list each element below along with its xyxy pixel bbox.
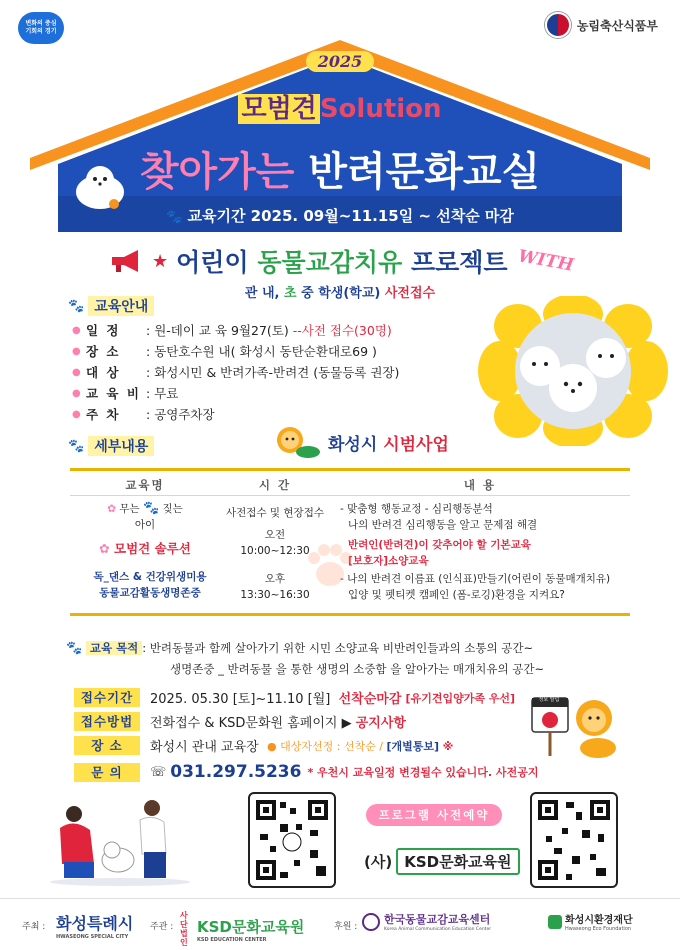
flower-icon: ✿ [107,503,116,515]
phone-icon: ☏ [150,764,167,780]
paw-icon: 🐾 [68,298,85,314]
reg-method-tag: 접수방법 [74,712,140,731]
organizer-tag: 사단법인 [180,911,188,947]
sponsor1-logo [362,911,491,932]
program-2-line2: 동물교감활동생명존중 [99,587,201,599]
info-row-place [72,341,452,362]
program-reservation-button[interactable]: 프로그램 사전예약 [366,804,502,826]
bullet-icon: ● [72,409,81,420]
info-row-target [72,362,452,383]
time-1-line1: 사전접수 및 현장접수 [226,507,324,519]
header-content: 내 용 [463,478,497,492]
info-row-schedule [72,320,452,341]
reg-method-note: 공지사항 [355,716,406,731]
megaphone-icon [110,248,144,274]
paw-watermark-icon [300,540,360,590]
phone-number[interactable]: 031.297.5236 [170,762,302,782]
year-text: 2025 [306,51,375,72]
time-2-line1: 오후 [264,573,286,585]
program-2 [80,569,220,601]
reg-place-row [74,736,574,755]
header-divider [70,495,630,496]
paw-icon: 🐾 [166,210,183,225]
sponsor2-logo [548,911,633,932]
project-title-a: 어린이 [176,248,249,277]
reg-contact-note: * 우천시 교육일정 변경될수 있습니다. 사전공지 [307,766,539,779]
qr-pattern-icon [250,794,334,886]
content-1-line3: 반려인(반려견)이 갖추어야 할 기본교육 [348,539,531,551]
pilot-city: 화성시 [328,434,378,455]
education-purpose [66,638,646,679]
qr-code-right[interactable] [530,792,618,888]
sponsor2-name: 화성시환경재단 [565,915,633,926]
sponsor-label: 후원 : [334,922,358,932]
organizer-logo [180,911,304,947]
info-section-heading [68,296,154,316]
pilot-project [270,424,449,460]
info-value: : 동탄호수원 내( 화성시 동탄순환대로69 ) [146,344,377,359]
program-1 [80,501,210,557]
detail-section-heading [68,436,154,456]
content-1-line2: 나의 반려견 심리행동을 알고 문제점 해결 [348,519,538,531]
reg-contact-row [74,762,634,782]
content-1-line1: - 맞춤형 행동교정 - 심리행동분석 [340,503,493,515]
content-2-line1: - 나의 반려견 이름표 (인식표)만들기(어린이 동물매개치유) [340,573,611,585]
organizer-label: 주관 : [150,922,174,932]
flower-puppies-image [478,296,668,446]
program-1-bark: 짖는 [162,503,183,515]
target-value: 화성시민 & 반려가족-반려견 (동물등록 권장) [154,365,400,380]
project-title [176,243,507,279]
time-1-line2: 오전 [264,529,286,541]
reg-place-note2: [개별통보] [386,739,440,753]
host-name: 화성특례시 [56,914,134,933]
footer [0,898,680,950]
reg-place-note-text: ● 대상자선정 : 선착순 / [267,739,384,753]
program-1-title-text: 모범견 솔루션 [114,541,191,556]
reg-period-note2: [유기견입양가족 우선] [405,691,516,705]
purpose-line1 [66,638,646,659]
info-label: 주 차 [86,407,121,422]
purpose-text1: : 반려동물과 함께 살아가기 위한 시민 소양교육 비반려인들과의 소통의 공간~ [142,641,534,655]
content-2 [340,571,625,603]
reg-period-row [74,688,574,707]
header-time: 시 간 [258,478,292,492]
sponsor1-sub: Korea Animal Communication Education Center [384,927,492,932]
reg-contact-tag: 문 의 [74,763,140,782]
host-sub: HWASEONG SPECIAL CITY [56,934,129,940]
purpose-line2: 생명존중 _ 반려동물 을 통한 생명의 소중함 을 알아가는 매개치유의 공간~ [170,662,545,676]
paw-icon: 🐾 [68,438,85,454]
info-value: : 공영주차장 [146,407,215,422]
bullet-icon: ● [72,346,81,357]
content-1-line4: [보호자]소양교육 [348,555,429,567]
info-row-parking [72,404,452,425]
pilot-text [328,430,449,455]
info-list [72,320,452,425]
program-1-bite: 무는 [119,503,140,515]
info-label: 대 상 [86,365,121,380]
project-sub-d: 사전접수 [384,286,436,301]
education-period [0,205,680,226]
purpose-label: 교육 목적 [86,641,142,655]
reg-period-value: 2025. 05.30 [토]~11.10 [월] [150,692,331,707]
reg-period-tag: 접수기간 [74,688,140,707]
detail-section-label: 세부내용 [88,436,154,456]
time-1-line3: 10:00~12:30 [240,545,310,557]
reg-place-note [267,738,453,754]
reg-period-note: 선착순마감 [338,692,402,707]
paw-icon: 🐾 [142,501,160,516]
host-logo [56,911,133,940]
reg-method-value: 전화접수 & KSD문화원 홈페이지 ▶ [150,716,352,731]
bullet-icon: ● [72,367,81,378]
program-2-line1: 독_댄스 & 건강위생미용 [93,571,207,583]
year-badge [0,52,680,71]
ministry-name: 농림축산식품부 [576,18,658,33]
reg-place-value: 화성시 관내 교육장 [150,740,259,755]
bullet-icon: ● [72,388,81,399]
header-program: 교육명 [125,478,165,492]
program-1-line1 [80,501,210,517]
info-label: 교 육 비 [86,386,141,401]
lion-mascot-icon [270,424,322,460]
project-title-c: 프로젝트 [410,248,508,277]
subtitle [0,88,680,125]
schedule-value: 원-데이 교 육 9월27(토) [154,323,289,338]
organizer-name: KSD문화교육원 [197,917,305,936]
qr-pattern-icon [532,794,616,886]
info-label: 장 소 [86,344,121,359]
program-1-title [80,541,210,557]
people-with-dog-image [40,794,200,886]
sponsor2-sub: Hwaseong Eco Foundation [565,926,632,932]
badge-line1: 변화의 중심 [25,20,57,27]
info-value: : 무료 [146,386,179,401]
subtitle-ko: 모범견 [238,94,319,124]
project-sub-a: 관 내, [244,286,280,301]
org-name: KSD문화교육원 [396,848,519,875]
subtitle-en: Solution [319,94,442,124]
org-prefix: (사) [364,853,393,871]
period-text: 교육기간 2025. 09월~11.15일 ~ 선착순 마감 [187,207,514,225]
info-label: 일 정 [86,323,121,338]
reg-place-tag: 장 소 [74,736,140,755]
with-text: WITH [516,246,575,276]
time-2-line2: 13:30~16:30 [240,589,310,601]
paw-icon: 🐾 [66,641,83,656]
program-1-line2: 아이 [134,519,156,531]
qr-code-left[interactable] [248,792,336,888]
host-label: 주최 : [22,922,46,932]
fee-value: 무료 [154,386,179,401]
project-sub-c: 중 학생(학교) [301,286,381,301]
project-sub-b: 초 [284,286,297,301]
flower-icon: ✿ [99,541,110,556]
bullet-icon: ● [72,325,81,336]
content-2-line2: 입양 및 펫티켓 캠페인 (폼-로깅)환경을 지켜요? [348,589,565,601]
sponsor1-name: 한국동물교감교육센터 [384,913,491,926]
reg-method-row [74,712,574,731]
main-title-part2: 반려문화교실 [308,149,541,195]
info-row-fee [72,383,452,404]
organizer-sub: KSD EDUCATION CENTER [197,936,267,943]
main-title-part1: 찾아가는 [139,149,295,195]
schedule-extra: --사전 접수(30명) [292,323,392,338]
sponsor2-icon [548,915,562,929]
star-icon: ★ [152,250,169,272]
place-value: 동탄호수원 내( 화성시 동탄순환대로69 ) [154,344,377,359]
reg-place-note3: ※ [442,739,454,753]
info-value: : 화성시민 & 반려가족-반려견 (동물등록 권장) [146,365,400,380]
sponsor1-icon [362,913,380,931]
project-title-b: 동물교감치유 [257,248,403,277]
project-heading [110,243,573,279]
info-section-label: 교육안내 [88,296,154,316]
content-1 [340,501,625,569]
mascot-sign-text: 정보 알림 [538,697,560,703]
info-value: : 원-데이 교 육 9월27(토) --사전 접수(30명) [146,323,392,338]
pilot-label: 시범사업 [383,434,449,455]
ksd-org-label [364,848,520,875]
parking-value: 공영주차장 [154,407,215,422]
badge-line2: 기회의 경기 [25,28,57,35]
